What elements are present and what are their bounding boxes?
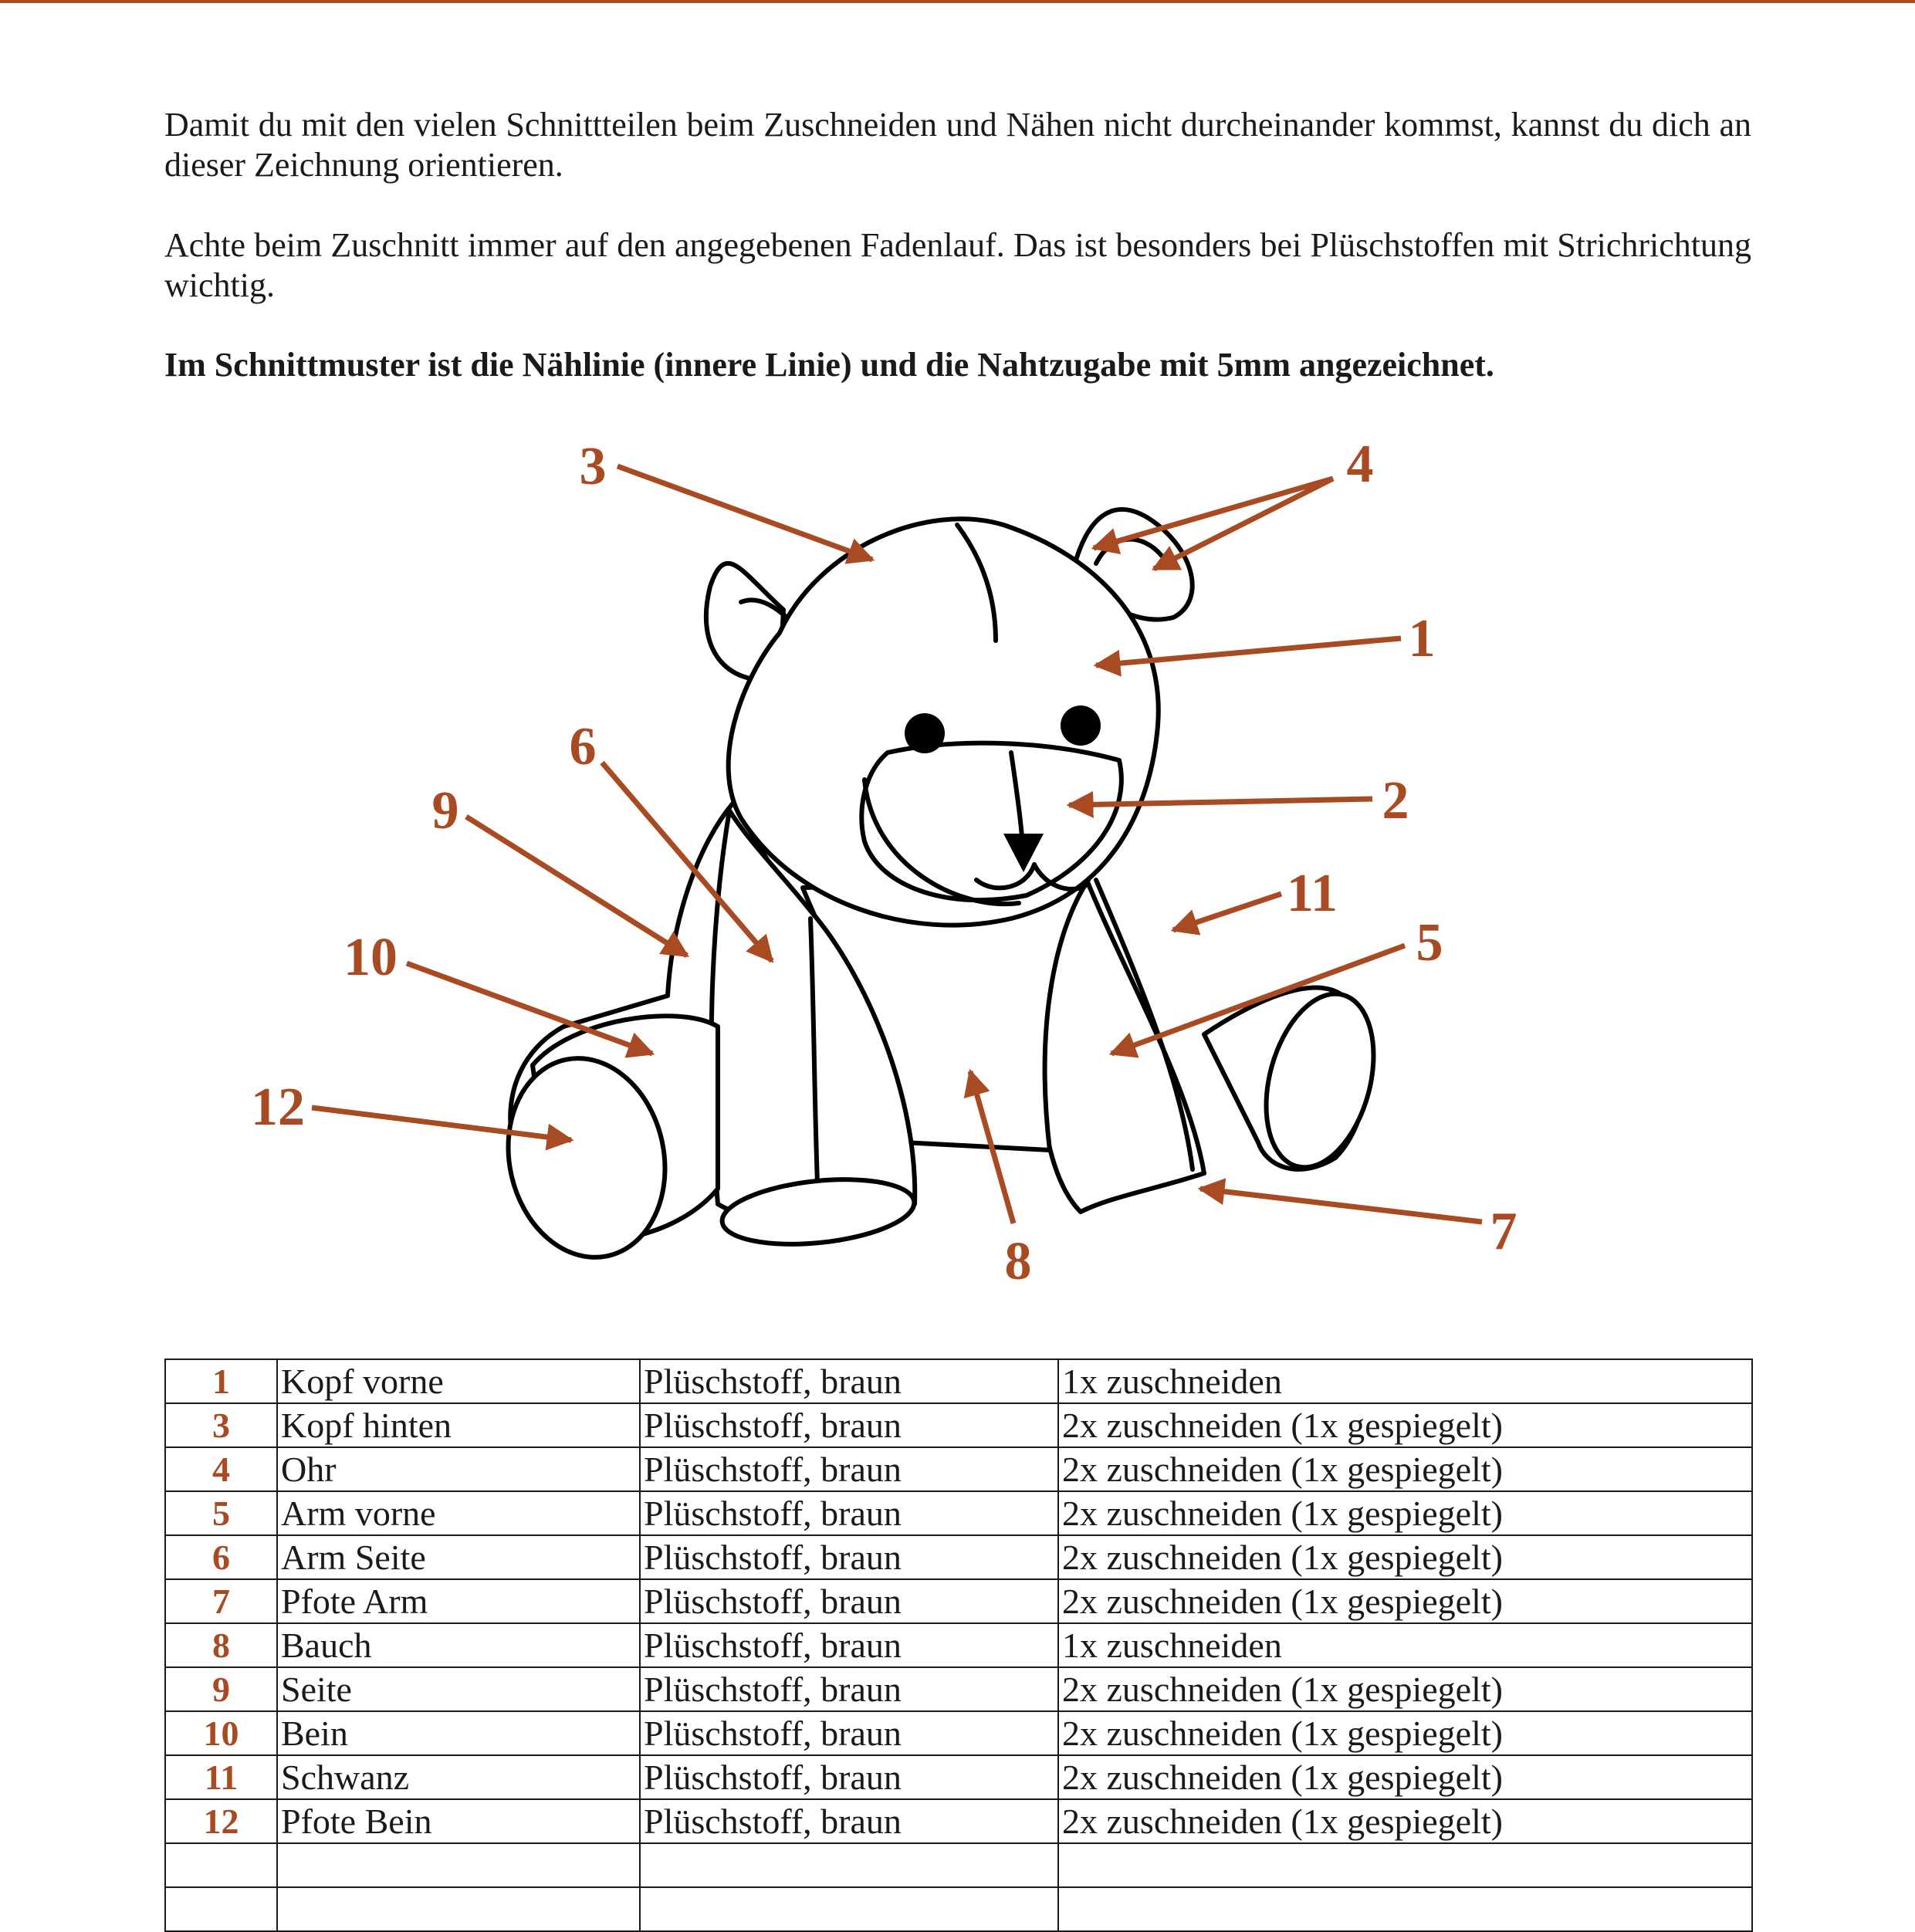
- part-cut-instruction: 2x zuschneiden (1x gespiegelt): [1058, 1447, 1752, 1491]
- part-number: [165, 1887, 277, 1931]
- part-name: Schwanz: [277, 1755, 640, 1799]
- arrow-7: [1200, 1189, 1482, 1222]
- part-name: Seite: [277, 1667, 640, 1711]
- part-material: Plüschstoff, braun: [640, 1403, 1058, 1447]
- label-4: 4: [1346, 435, 1374, 494]
- label-3: 3: [579, 437, 607, 496]
- part-cut-instruction: 2x zuschneiden (1x gespiegelt): [1058, 1799, 1752, 1843]
- label-8: 8: [1004, 1232, 1032, 1291]
- part-cut-instruction: 2x zuschneiden (1x gespiegelt): [1058, 1535, 1752, 1579]
- part-cut-instruction: 2x zuschneiden (1x gespiegelt): [1058, 1579, 1752, 1623]
- part-material: Plüschstoff, braun: [640, 1755, 1058, 1799]
- part-name: Arm Seite: [277, 1535, 640, 1579]
- part-cut-instruction: 1x zuschneiden: [1058, 1359, 1752, 1403]
- arrow-9: [466, 817, 687, 956]
- part-number: 8: [165, 1623, 277, 1667]
- part-name: Pfote Arm: [277, 1579, 640, 1623]
- arrow-3: [617, 466, 872, 560]
- part-material: Plüschstoff, braun: [640, 1799, 1058, 1843]
- label-11: 11: [1286, 864, 1338, 923]
- part-name: Ohr: [277, 1447, 640, 1491]
- part-cut-instruction: [1058, 1843, 1752, 1887]
- part-number: 6: [165, 1535, 277, 1579]
- table-row: [165, 1667, 1752, 1711]
- part-number: 4: [165, 1447, 277, 1491]
- label-1: 1: [1408, 609, 1436, 668]
- part-cut-instruction: 2x zuschneiden (1x gespiegelt): [1058, 1711, 1752, 1755]
- part-cut-instruction: [1058, 1887, 1752, 1931]
- table-row: [165, 1579, 1752, 1623]
- label-12: 12: [251, 1078, 305, 1137]
- part-material: Plüschstoff, braun: [640, 1535, 1058, 1579]
- part-number: 12: [165, 1799, 277, 1843]
- right-eye: [1061, 705, 1101, 746]
- arrow-10: [407, 963, 652, 1054]
- seam-note: Im Schnittmuster ist die Nählinie (innere Linie) und die Nahtzugabe mit 5mm angezeichnet.: [164, 346, 1494, 384]
- part-name: [277, 1887, 640, 1931]
- part-cut-instruction: 2x zuschneiden (1x gespiegelt): [1058, 1667, 1752, 1711]
- grain-paragraph: Achte beim Zuschnitt immer auf den angegebenen Fadenlauf. Das ist besonders bei Plüschstoffen mit Strichrichtung wichtig.: [164, 226, 1751, 304]
- part-name: Kopf hinten: [277, 1403, 640, 1447]
- label-5: 5: [1416, 913, 1443, 973]
- table-row: [165, 1887, 1752, 1931]
- part-material: Plüschstoff, braun: [640, 1579, 1058, 1623]
- label-2: 2: [1382, 771, 1409, 831]
- table-row: [165, 1755, 1752, 1799]
- part-number: 7: [165, 1579, 277, 1623]
- part-name: Kopf vorne: [277, 1359, 640, 1403]
- part-material: Plüschstoff, braun: [640, 1491, 1058, 1535]
- part-number: 11: [165, 1755, 277, 1799]
- part-material: [640, 1887, 1058, 1931]
- part-cut-instruction: 2x zuschneiden (1x gespiegelt): [1058, 1403, 1752, 1447]
- label-6: 6: [569, 717, 597, 777]
- part-name: Arm vorne: [277, 1491, 640, 1535]
- part-number: 10: [165, 1711, 277, 1755]
- label-10: 10: [343, 928, 398, 987]
- part-material: Plüschstoff, braun: [640, 1667, 1058, 1711]
- arrow-11: [1173, 894, 1281, 930]
- intro-paragraph: Damit du mit den vielen Schnittteilen beim Zuschneiden und Nähen nicht durcheinander kommst, kannst du dich an dieser Zeichnung orientieren.: [164, 106, 1751, 184]
- table-row: [165, 1799, 1752, 1843]
- part-number: 1: [165, 1359, 277, 1403]
- part-name: Bauch: [277, 1623, 640, 1667]
- part-cut-instruction: 1x zuschneiden: [1058, 1623, 1752, 1667]
- table-row: [165, 1711, 1752, 1755]
- part-material: Plüschstoff, braun: [640, 1359, 1058, 1403]
- table-row: [165, 1359, 1752, 1403]
- label-9: 9: [431, 781, 459, 841]
- part-cut-instruction: 2x zuschneiden (1x gespiegelt): [1058, 1755, 1752, 1799]
- label-7: 7: [1490, 1202, 1517, 1261]
- part-number: 5: [165, 1491, 277, 1535]
- part-material: Plüschstoff, braun: [640, 1711, 1058, 1755]
- part-name: Bein: [277, 1711, 640, 1755]
- table-row: [165, 1491, 1752, 1535]
- table-row: [165, 1447, 1752, 1491]
- part-number: [165, 1843, 277, 1887]
- cutting-parts-table: [164, 1358, 1753, 1932]
- table-row: [165, 1535, 1752, 1579]
- part-name: [277, 1843, 640, 1887]
- bear-outline: [490, 509, 1391, 1272]
- part-cut-instruction: 2x zuschneiden (1x gespiegelt): [1058, 1491, 1752, 1535]
- table-row: [165, 1403, 1752, 1447]
- part-material: [640, 1843, 1058, 1887]
- part-number: 9: [165, 1667, 277, 1711]
- part-name: Pfote Bein: [277, 1799, 640, 1843]
- left-eye: [905, 713, 945, 753]
- table-row: [165, 1843, 1752, 1887]
- part-material: Plüschstoff, braun: [640, 1447, 1058, 1491]
- part-number: 3: [165, 1403, 277, 1447]
- part-material: Plüschstoff, braun: [640, 1623, 1058, 1667]
- table-row: [165, 1623, 1752, 1667]
